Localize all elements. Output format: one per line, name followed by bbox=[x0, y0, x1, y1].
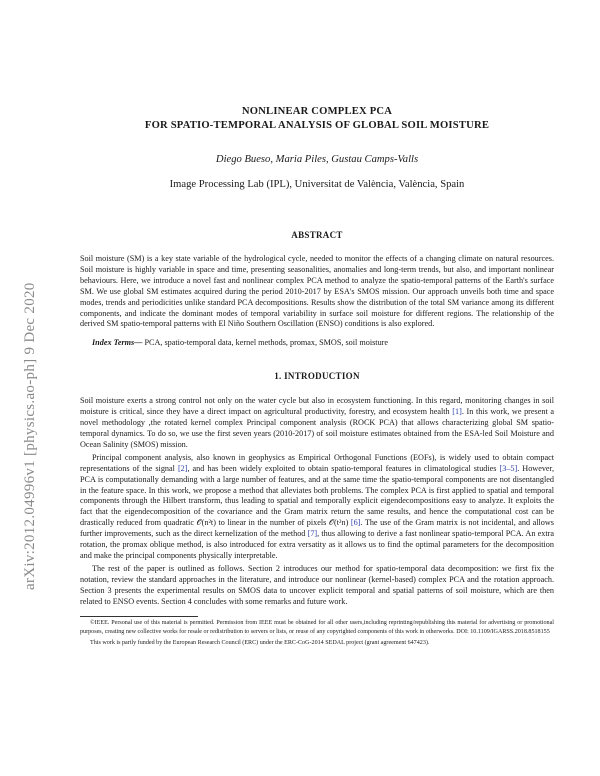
section-heading-introduction: 1. INTRODUCTION bbox=[274, 371, 360, 382]
citation-link[interactable]: [7] bbox=[307, 529, 318, 539]
paper-page bbox=[80, 0, 554, 647]
title-line-2: FOR SPATIO-TEMPORAL ANALYSIS OF GLOBAL SOIL MOISTURE bbox=[144, 120, 490, 131]
text-run: Principal component analysis, also known in geophysics as Empirical Orthogonal Functions (EOFs), is widely used to obtain compact representations of the signal bbox=[80, 452, 554, 473]
text-run: , and has been widely exploited to obtain spatio-temporal features in climatological studies bbox=[187, 463, 500, 473]
abstract-text: Soil moisture (SM) is a key state variable of the hydrological cycle, needed to monitor the effects of a changing climate on natural resources. Soil moisture is highly variable in space and time, presenting seasonalities, anomalies and long-term trends, but also, and important nonlinear behaviours. Here, we introduce a novel fast and nonlinear complex PCA method to analyze the spatio-temporal patterns of the Earth's surface SM. We use global SM estimates acquired during the period 2010-2017 by ESA's SMOS mission. Our approach unveils both time and space modes, trends and periodicities unlike standard PCA decompositions. Results show the distribution of the total SM variance among its different components, and indicate the dominant modes of temporal variability in surface soil moisture for different regions. The relationship of the derived SM spatio-temporal patterns with El Niño Southern Oscillation (ENSO) conditions is also explored. bbox=[80, 254, 554, 329]
affiliation: Image Processing Lab (IPL), Universitat de València, València, Spain bbox=[169, 179, 465, 190]
intro-paragraph-1 bbox=[80, 396, 554, 451]
text-run: , thus allowing to derive a fast nonlinear spatio-temporal PCA. An extra rotation, the promax oblique method, is also introduced for extra versatity as it allows us to find the optimal parameters for the decomposition and make the principal components physically interpretable. bbox=[80, 529, 554, 560]
intro-paragraph-3: The rest of the paper is outlined as follows. Section 2 introduces our method for spatio-temporal data decomposition: we first fix the notation, review the standard approaches in the literature, and introduce our nonlinear (kernel-based) complex PCA and the rotation approach. Section 3 presents the experimental results on SMOS data to uncover explicit temporal and spatial patterns of soil moisture, which are then related to ENSO events. Section 4 concludes with some remarks and future work. bbox=[80, 563, 554, 606]
paper-title bbox=[80, 105, 554, 133]
index-terms-label: Index Terms— bbox=[92, 338, 143, 348]
authors: Diego Bueso, Maria Piles, Gustau Camps-Valls bbox=[215, 154, 419, 165]
citation-link[interactable]: [6] bbox=[350, 518, 361, 528]
text-run: Soil moisture exerts a strong control not only on the water cycle but also in ecosystem functioning. In this regard, monitoring changes in soil moisture is critical, since they have a direct impact on agricultural productivity, forestry, and ecosystem health bbox=[80, 396, 554, 417]
text-run: . However, PCA is computationally demanding with a large number of features, and at the same time the spatio-temporal components are not disentangled in the feature space. In this work, we propose a method that alleviates both problems. The complex PCA is first applied to spatial and temporal components through the Hilbert transform, thus leading to spatial and temporally explicit eigendecompositions easy to analyze. It exploits the fact that the eigendecomposition of the covariance and the Gram matrix return the same results, and hence the computational cost can be drastically reduced from quadratic 𝒪(n²t) to linear in the number of pixels 𝒪(t²n) bbox=[80, 463, 555, 528]
text-run: . In this work, we present a novel methodology ,the rotated kernel complex Principal component analysis (ROCK PCA) that allows characterizing global SM spatio-temporal dynamics. To do so, we use the first seven years (2010-2017) of soil moisture estimates obtained from the ESA-led Soil Moisture and Ocean Salinity (SMOS) mission. bbox=[80, 407, 554, 449]
abstract-heading: ABSTRACT bbox=[291, 230, 343, 240]
footnote-divider bbox=[80, 616, 198, 617]
arxiv-identifier: arXiv:2012.04996v1 [physics.ao-ph] 9 Dec 2020 bbox=[22, 282, 38, 590]
copyright-footnote: ©IEEE. Personal use of this material is permitted. Permission from IEEE must be obtained for all other users,including reprinting/republishing this material for advertising or promotional purposes, creating new collective works for resale or redistribution to servers or lists, or reuse of any copyrighted components of this work in otherworks. DOI: 10.1109/IGARSS.2018.8518155 bbox=[80, 620, 554, 636]
intro-paragraph-2 bbox=[80, 453, 554, 562]
citation-link[interactable]: [1] bbox=[452, 407, 462, 417]
index-terms bbox=[80, 338, 554, 349]
funding-footnote: This work is partly funded by the European Research Council (ERC) under the ERC-CoG-2014 SEDAL project (grant agreement 647423). bbox=[90, 639, 430, 646]
text-run: . The use of the Gram matrix is not incidental, and allows further improvements, such as the direct kernelization of the method bbox=[80, 518, 554, 539]
index-terms-list: PCA, spatio-temporal data, kernel methods, promax, SMOS, soil moisture bbox=[142, 338, 389, 348]
title-line-1: NONLINEAR COMPLEX PCA bbox=[241, 106, 393, 117]
citation-link[interactable]: [2] bbox=[177, 463, 188, 473]
citation-link[interactable]: [3–5] bbox=[499, 463, 518, 473]
